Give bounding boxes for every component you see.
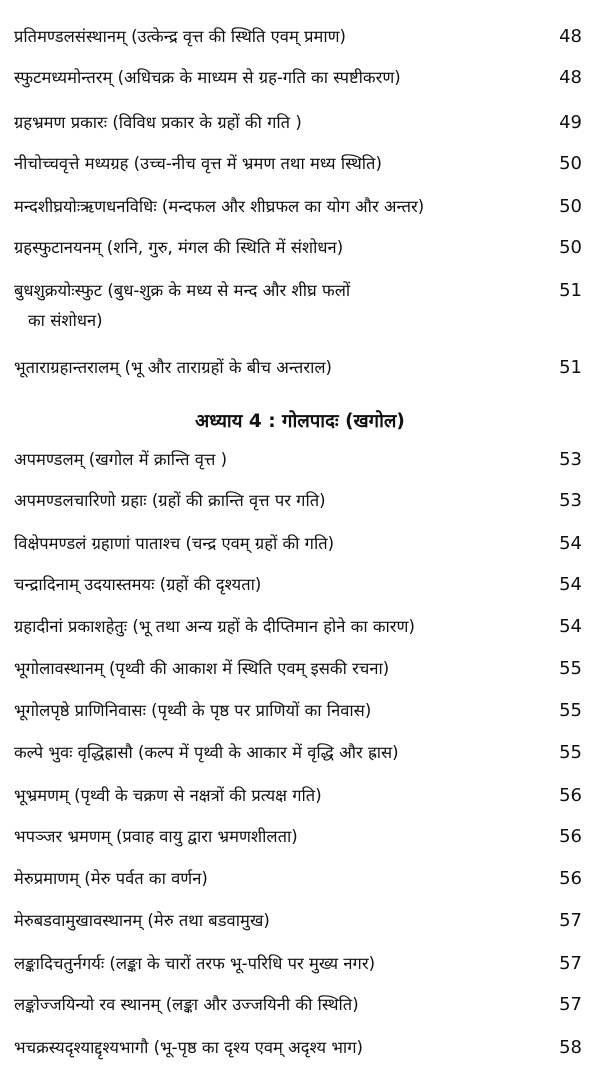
toc-entry — [14, 353, 586, 383]
toc-entry — [14, 570, 586, 600]
entry-page-number: 54 — [559, 616, 582, 637]
toc-entry — [14, 990, 586, 1020]
toc-entry — [14, 781, 586, 811]
toc-entry — [14, 149, 586, 179]
entry-title: भूगोलावस्थानम् (पृथ्वी की आकाश में स्थिति एवम् इसकी रचना) — [14, 659, 390, 678]
entry-title: अपमण्डलम् (खगोल में क्रान्ति वृत्त ) — [14, 450, 228, 469]
entry-title — [14, 276, 484, 336]
toc-entry — [14, 63, 586, 93]
entry-page-number: 49 — [559, 112, 582, 133]
toc-entry — [14, 22, 586, 52]
toc-entry — [14, 654, 586, 684]
entry-title: भपञ्जर भ्रमणम् (प्रवाह वायु द्वारा भ्रमणशीलता) — [14, 827, 298, 846]
entry-title: ग्रहादीनां प्रकाशहेतुः (भू तथा अन्य ग्रहों के दीप्तिमान होने का कारण) — [14, 617, 415, 636]
entry-title: मन्दशीघ्रयोःऋणधनविधिः (मन्दफल और शीघ्रफल का योग और अन्तर) — [14, 197, 425, 216]
entry-title: भचक्रस्यदृश्याद्दृश्यभागौ (भू-पृष्ठ का दृश्य एवम् अदृश्य भाग) — [14, 1038, 363, 1057]
toc-entry — [14, 738, 586, 768]
entry-title: भूभ्रमणम् (पृथ्वी के चक्रण से नक्षत्रों की प्रत्यक्ष गति) — [14, 786, 322, 805]
entry-page-number: 56 — [559, 868, 582, 889]
entry-title: लङ्कोज्जयिन्यो रव स्थानम् (लङ्का और उज्जयिनी की स्थिति) — [14, 995, 359, 1014]
entry-page-number: 54 — [559, 533, 582, 554]
entry-title-line-1: बुधशुक्रयोःस्फुट (बुध-शुक्र के मध्य से मन्द और शीघ्र फलों — [14, 281, 351, 300]
toc-entry — [14, 108, 586, 138]
entry-title: मेरुबडवामुखावस्थानम् (मेरु तथा बडवामुख) — [14, 911, 270, 930]
entry-page-number: 54 — [559, 574, 582, 595]
entry-page-number: 50 — [559, 153, 582, 174]
entry-title: ग्रहभ्रमण प्रकारः (विविध प्रकार के ग्रहों की गति ) — [14, 113, 302, 132]
entry-page-number: 56 — [559, 785, 582, 806]
entry-page-number: 48 — [559, 26, 582, 47]
entry-page-number: 55 — [559, 742, 582, 763]
entry-title: प्रतिमण्डलसंस्थानम् (उत्केन्द्र वृत्त की स्थिति एवम् प्रमाण) — [14, 27, 346, 46]
toc-entry — [14, 276, 586, 336]
entry-page-number: 51 — [559, 357, 582, 378]
entry-page-number: 55 — [559, 700, 582, 721]
entry-title: विक्षेपमण्डलं ग्रहाणां पाताश्च (चन्द्र एवम् ग्रहों की गति) — [14, 534, 335, 553]
entry-title: मेरुप्रमाणम् (मेरु पर्वत का वर्णन) — [14, 869, 208, 888]
toc-entry — [14, 529, 586, 559]
entry-page-number: 51 — [559, 280, 582, 301]
toc-entry — [14, 233, 586, 263]
toc-entry — [14, 1033, 586, 1063]
entry-title: लङ्कादिचतुर्नगर्यः (लङ्का के चारों तरफ भू-परिधि पर मुख्य नगर) — [14, 954, 376, 973]
toc-entry — [14, 949, 586, 979]
entry-page-number: 57 — [559, 994, 582, 1015]
entry-page-number: 57 — [559, 910, 582, 931]
toc-entry — [14, 822, 586, 852]
chapter-heading: अध्याय 4 : गोलपादः (खगोल) — [195, 411, 405, 432]
entry-title: कल्पे भुवः वृद्धिह्रासौ (कल्प में पृथ्वी के आकार में वृद्धि और ह्रास) — [14, 743, 399, 762]
toc-entry — [14, 864, 586, 894]
toc-entry — [14, 696, 586, 726]
toc-entry — [14, 906, 586, 936]
entry-title: भूगोलपृष्ठे प्राणिनिवासः (पृथ्वी के पृष्ठ पर प्राणियों का निवास) — [14, 701, 372, 720]
entry-page-number: 55 — [559, 658, 582, 679]
entry-page-number: 53 — [559, 490, 582, 511]
entry-page-number: 57 — [559, 953, 582, 974]
entry-page-number: 53 — [559, 449, 582, 470]
toc-entry — [14, 486, 586, 516]
toc-entry — [14, 612, 586, 642]
entry-page-number: 50 — [559, 196, 582, 217]
entry-title: भूताराग्रहान्तरालम् (भू और ताराग्रहों के बीच अन्तराल) — [14, 358, 332, 377]
entry-page-number: 48 — [559, 67, 582, 88]
entry-title: स्फुटमध्यमोन्तरम् (अधिचक्र के माध्यम से ग्रह-गति का स्पष्टीकरण) — [14, 68, 401, 87]
entry-page-number: 56 — [559, 826, 582, 847]
entry-title-line-2: का संशोधन) — [28, 311, 103, 330]
entry-title: नीचोच्चवृत्ते मध्यग्रह (उच्च-नीच वृत्त में भ्रमण तथा मध्य स्थिति) — [14, 154, 382, 173]
entry-page-number: 58 — [559, 1037, 582, 1058]
entry-page-number: 50 — [559, 237, 582, 258]
entry-title: ग्रहस्फुटानयनम् (शनि, गुरु, मंगल की स्थिति में संशोधन) — [14, 238, 344, 257]
entry-title: अपमण्डलचारिणो ग्रहाः (ग्रहों की क्रान्ति वृत्त पर गति) — [14, 491, 326, 510]
toc-entry — [14, 192, 586, 222]
toc-entry — [14, 445, 586, 475]
entry-title: चन्द्रादिनाम् उदयास्तमयः (ग्रहों की दृश्यता) — [14, 575, 262, 594]
